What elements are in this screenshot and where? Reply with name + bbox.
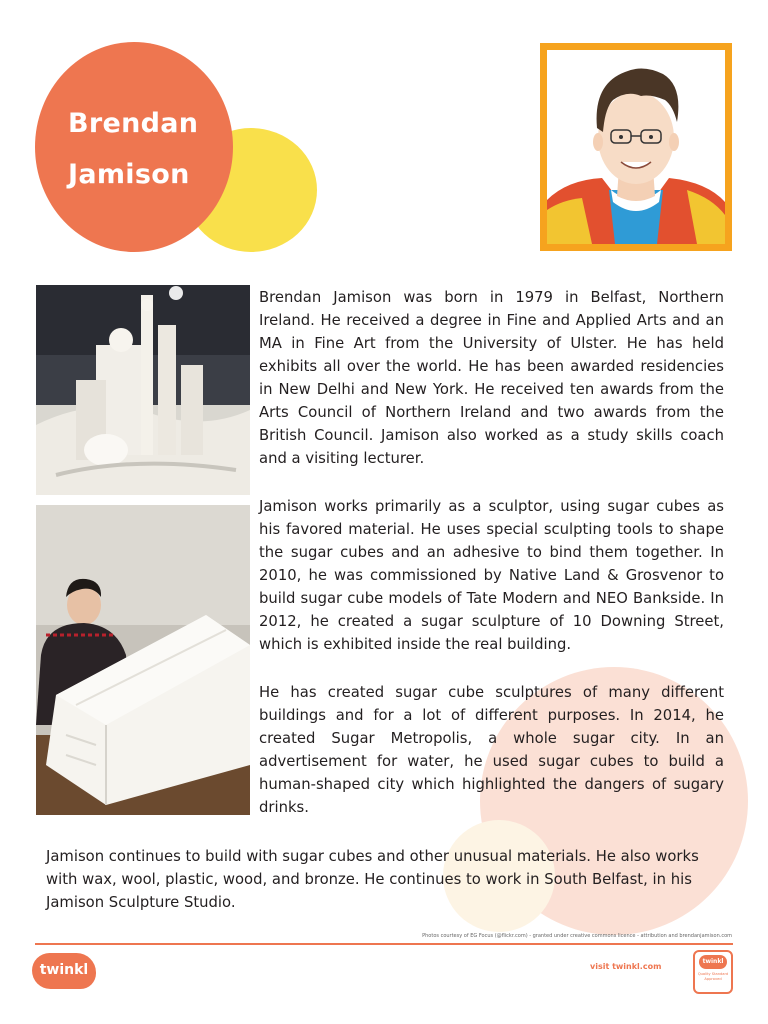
artist-image [36, 505, 250, 815]
portrait-drawing [547, 50, 725, 244]
biography-paragraph: Brendan Jamison was born in 1979 in Belfast, Northern Ireland. He received a degree in Fine and Applied Arts and an MA in Fine Art from the University of Ulster. He has held exhibits all over the world. He has been awarded residencies in New Delhi and New York. He received ten awards from the Arts Council of Northern Ireland and two awards from the British Council. Jamison also worked as a study skills coach and a visiting lecturer. [259, 289, 724, 467]
portrait-illustration [540, 43, 732, 251]
page-title-first-name: Brendan [68, 108, 199, 139]
quality-badge [693, 950, 733, 994]
work-paragraph: Jamison works primarily as a sculptor, using sugar cubes as his favored material. He uses special sculpting tools to shape the sugar cubes and an adhesive to bind them together. In 2010, he was commissioned by Native Land & Grosvenor to build sugar cube models of Tate Modern and NEO Bankside. In 2012, he created a sugar sculpture of 10 Downing Street, which is exhibited inside the real building. [259, 498, 724, 653]
photo-sugar-city [36, 285, 250, 495]
badge-brand: twinkl [699, 955, 727, 969]
badge-caption: Quality Standard Approved [697, 972, 729, 981]
page-title-last-name: Jamison [68, 159, 190, 190]
closing-paragraph: Jamison continues to build with sugar cubes and other unusual materials. He also works with wax, wool, plastic, wood, and bronze. He continues to work in South Belfast, in his Jamison Sculpture Studio. [46, 848, 699, 911]
visit-twinkl-link[interactable]: visit twinkl.com [590, 962, 662, 971]
photo-artist-at-work [36, 505, 250, 815]
sugar-city-image [36, 285, 250, 495]
photo-credits: Photos courtesy of EG Focus (@flickr.com) - granted under creative commons licence - attribution and brendanjamison.com [422, 933, 732, 939]
title-circle [35, 42, 233, 252]
sculptures-paragraph: He has created sugar cube sculptures of many different buildings and for a lot of different purposes. In 2014, he created Sugar Metropolis, a whole sugar city. In an advertisement for water, he used sugar cubes to build a human-shaped city which highlighted the dangers of sugary drinks. [259, 684, 724, 816]
footer-divider [35, 943, 733, 945]
twinkl-logo[interactable]: twinkl [32, 953, 96, 989]
